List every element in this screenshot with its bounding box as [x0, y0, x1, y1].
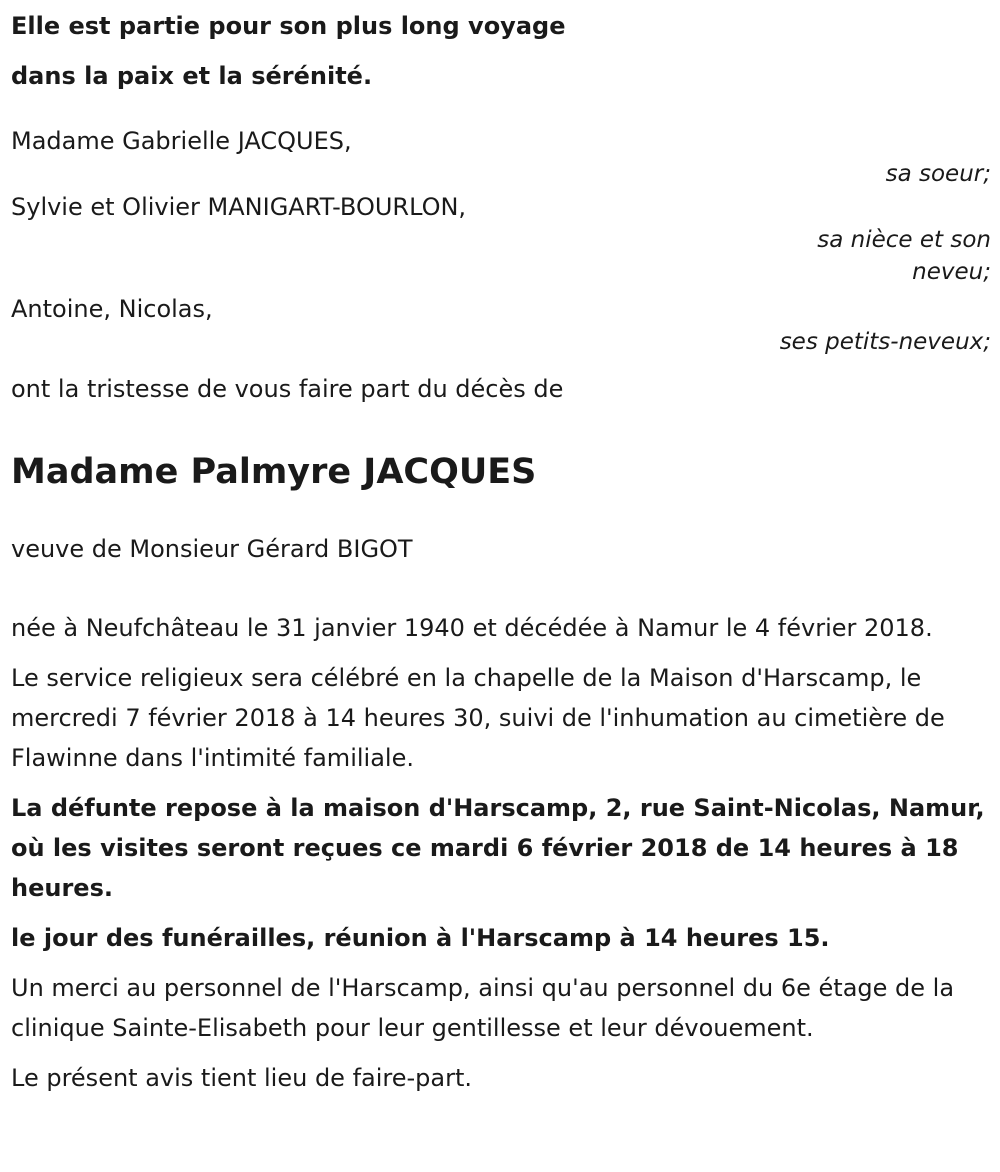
family-entry [11, 124, 991, 190]
deceased-name: Madame Palmyre JACQUES [11, 452, 537, 492]
family-member-name: Antoine, Nicolas, [11, 295, 213, 323]
announcement-text: ont la tristesse de vous faire part du décès de [11, 375, 564, 403]
birth-death-text: née à Neufchâteau le 31 janvier 1940 et décédée à Namur le 4 février 2018. [11, 614, 933, 642]
family-member-name: Madame Gabrielle JACQUES, [11, 127, 352, 155]
family-list [11, 124, 991, 358]
family-relation: sa nièce et son neveu; [817, 227, 991, 285]
family-relation: sa soeur; [885, 161, 991, 187]
service-text: Le service religieux sera célébré en la chapelle de la Maison d'Harscamp, le mercredi 7 février 2018 à 14 heures 30, suivi de l'inhumation au cimetière de Flawinne dans l'intimité familiale. [11, 664, 945, 772]
family-member-name: Sylvie et Olivier MANIGART-BOURLON, [11, 193, 467, 221]
family-entry [11, 190, 991, 292]
visitation-text: La défunte repose à la maison d'Harscamp, 2, rue Saint-Nicolas, Namur, où les visites seront reçues ce mardi 6 février 2018 de 14 heures à 18 heures. [11, 794, 985, 902]
family-entry [11, 292, 991, 358]
obituary-notice [11, 0, 991, 1098]
family-relation: ses petits-neveux; [779, 329, 991, 355]
thanks-text: Un merci au personnel de l'Harscamp, ainsi qu'au personnel du 6e étage de la clinique Sainte-Elisabeth pour leur gentillesse et leur dévouement. [11, 974, 955, 1042]
intro-quote [11, 0, 991, 100]
widow-of-text: veuve de Monsieur Gérard BIGOT [11, 535, 413, 563]
intro-line-2: dans la paix et la sérénité. [11, 62, 373, 90]
intro-line-1: Elle est partie pour son plus long voyage [11, 12, 566, 40]
funeral-meeting-text: le jour des funérailles, réunion à l'Harscamp à 14 heures 15. [11, 924, 830, 952]
notice-text: Le présent avis tient lieu de faire-part. [11, 1064, 473, 1092]
